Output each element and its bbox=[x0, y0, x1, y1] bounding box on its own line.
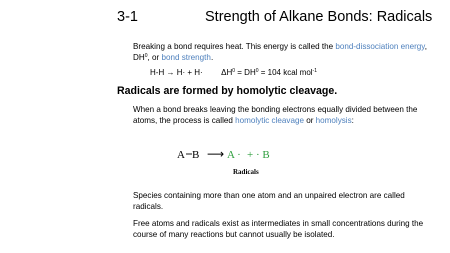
para2-punct: : bbox=[351, 116, 354, 125]
para2-line2 bbox=[133, 115, 354, 126]
para1-punct: . bbox=[210, 53, 214, 62]
para1-text: Breaking a bond requires heat. This energy is called the bbox=[133, 42, 336, 51]
homolysis-reaction-diagram bbox=[175, 146, 295, 178]
radical-b: · B bbox=[256, 149, 270, 161]
reaction-arrow-icon: ⟶ bbox=[207, 147, 225, 161]
para4-line1: Free atoms and radicals exist as intermediates in small concentrations during the bbox=[133, 219, 424, 228]
para1-line1 bbox=[133, 41, 427, 52]
para1-text: , or bbox=[147, 53, 162, 62]
radicals-caption: Radicals bbox=[233, 168, 259, 176]
delta-h-superscript: 0 bbox=[232, 68, 236, 74]
para1-punct: , bbox=[424, 42, 427, 51]
delta-h: ΔH bbox=[221, 68, 233, 77]
para2-text: or bbox=[303, 116, 316, 125]
dh-superscript: 0 bbox=[255, 68, 259, 74]
para4-line2: course of many reactions but cannot usually be isolated. bbox=[133, 230, 335, 239]
para1-line2 bbox=[133, 52, 213, 63]
slide-title: Strength of Alkane Bonds: Radicals bbox=[205, 9, 433, 25]
equals-dh: = DH bbox=[235, 68, 256, 77]
para2-line1: When a bond breaks leaving the bonding electrons equally divided between the bbox=[133, 105, 418, 114]
term-homolysis: homolysis bbox=[315, 116, 352, 125]
section-heading: Radicals are formed by homolytic cleavage. bbox=[117, 85, 338, 97]
dh-symbol: DH bbox=[133, 53, 145, 62]
para3-line2: radicals. bbox=[133, 202, 164, 211]
atom-a: A bbox=[177, 149, 185, 161]
energy-value: = 104 kcal mol bbox=[258, 68, 313, 77]
slide-number: 3-1 bbox=[117, 9, 138, 25]
radical-a: A · bbox=[227, 149, 241, 161]
products-h-radicals: H· + H· bbox=[176, 68, 203, 77]
term-bond-strength: bond strength bbox=[161, 53, 211, 62]
reactant-h2: H-H bbox=[150, 68, 165, 77]
unit-superscript: -1 bbox=[312, 68, 317, 74]
term-bond-dissociation-energy: bond-dissociation energy bbox=[335, 42, 425, 51]
term-homolytic-cleavage: homolytic cleavage bbox=[235, 116, 304, 125]
right-arrow-icon: → bbox=[166, 68, 175, 77]
para2-text: atoms, the process is called bbox=[133, 116, 236, 125]
bond-equation bbox=[150, 67, 317, 78]
para3-line1: Species containing more than one atom and an unpaired electron are called bbox=[133, 191, 405, 200]
atom-b: B bbox=[192, 149, 200, 161]
dh-superscript: 0 bbox=[144, 53, 148, 59]
plus-sign: + bbox=[247, 149, 254, 161]
